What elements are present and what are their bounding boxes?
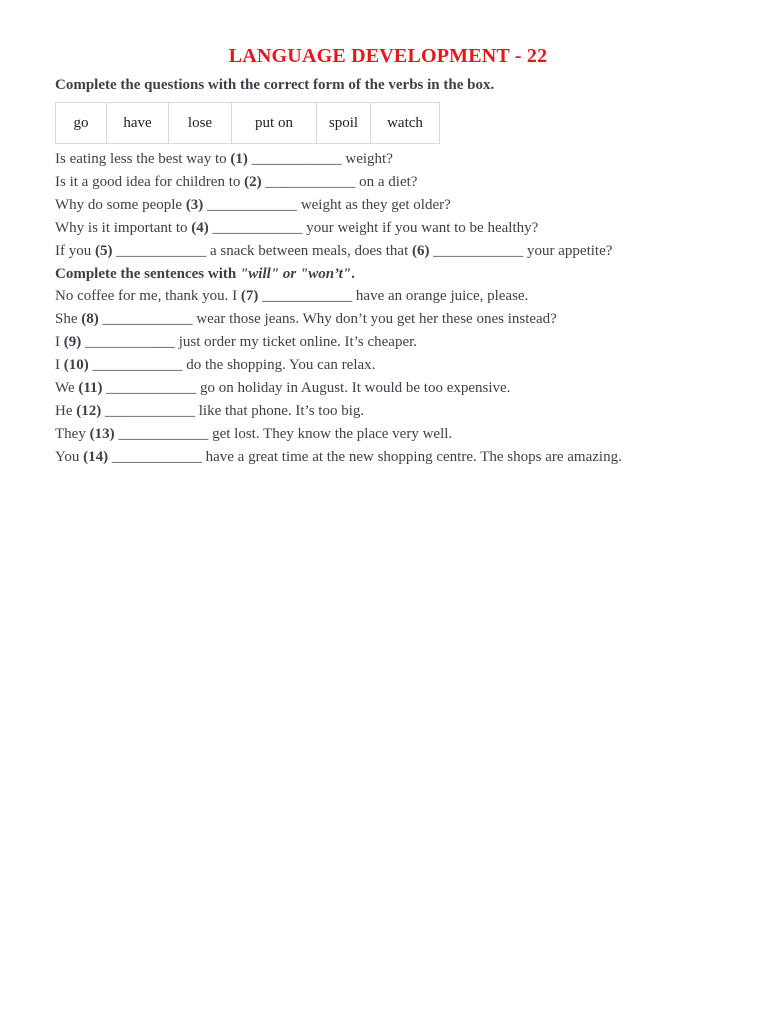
answer-blank[interactable]: ____________ bbox=[262, 288, 353, 305]
answer-blank[interactable]: ____________ bbox=[116, 242, 207, 259]
worksheet bbox=[55, 40, 715, 469]
verb-cell: watch bbox=[371, 103, 440, 144]
verb-cell: go bbox=[56, 103, 107, 144]
verb-cell: spoil bbox=[317, 103, 371, 144]
verb-cell: have bbox=[107, 103, 169, 144]
sentence-line: They (13) ____________ get lost. They know the place very well. bbox=[55, 425, 453, 442]
answer-blank[interactable]: ____________ bbox=[85, 334, 175, 351]
question-line: Why do some people (3) ____________ weight as they get older? bbox=[55, 196, 451, 213]
answer-blank[interactable]: ____________ bbox=[118, 425, 209, 442]
sentence-line: No coffee for me, thank you. I (7) ____________ have an orange juice, please. bbox=[55, 288, 529, 305]
sentence-line: You (14) ____________ have a great time at the new shopping centre. The shops are amazing. bbox=[55, 448, 622, 465]
question-line: Is eating less the best way to (1) ____________ weight? bbox=[55, 151, 393, 167]
worksheet-title: LANGUAGE DEVELOPMENT - 22 bbox=[228, 45, 548, 67]
answer-blank[interactable]: ____________ bbox=[251, 151, 342, 167]
question-line: Is it a good idea for children to (2) ____________ on a diet? bbox=[55, 173, 418, 190]
answer-blank[interactable]: ____________ bbox=[207, 196, 298, 213]
sentence-line: He (12) ____________ like that phone. It’s too big. bbox=[55, 402, 365, 419]
instruction-verbs-box: Complete the questions with the correct form of the verbs in the box. bbox=[55, 77, 495, 93]
verb-cell: put on bbox=[232, 103, 317, 144]
verb-box bbox=[55, 102, 440, 144]
answer-blank[interactable]: ____________ bbox=[102, 311, 193, 328]
sentence-line: I (9) ____________ just order my ticket online. It’s cheaper. bbox=[55, 334, 418, 351]
sentence-line: I (10) ____________ do the shopping. You can relax. bbox=[55, 357, 376, 374]
answer-blank[interactable]: ____________ bbox=[111, 448, 202, 465]
question-line: Why is it important to (4) ____________ your weight if you want to be healthy? bbox=[55, 219, 539, 236]
answer-blank[interactable]: ____________ bbox=[105, 402, 195, 419]
sentence-line: We (11) ____________ go on holiday in August. It would be too expensive. bbox=[55, 380, 511, 397]
answer-blank[interactable]: ____________ bbox=[92, 357, 183, 374]
verb-cell: lose bbox=[169, 103, 232, 144]
part1-questions bbox=[55, 148, 715, 263]
answer-blank[interactable]: ____________ bbox=[265, 173, 356, 190]
answer-blank[interactable]: ____________ bbox=[212, 219, 303, 236]
answer-blank[interactable]: ____________ bbox=[433, 242, 524, 259]
part2-sentences bbox=[55, 285, 715, 468]
instruction-will-wont: Complete the sentences with "will" or "won’t". bbox=[55, 265, 355, 282]
answer-blank[interactable]: ____________ bbox=[106, 380, 197, 397]
question-line: If you (5) ____________ a snack between meals, does that (6) ____________ your appetite? bbox=[55, 242, 613, 259]
sentence-line: She (8) ____________ wear those jeans. Why don’t you get her these ones instead? bbox=[55, 311, 557, 328]
